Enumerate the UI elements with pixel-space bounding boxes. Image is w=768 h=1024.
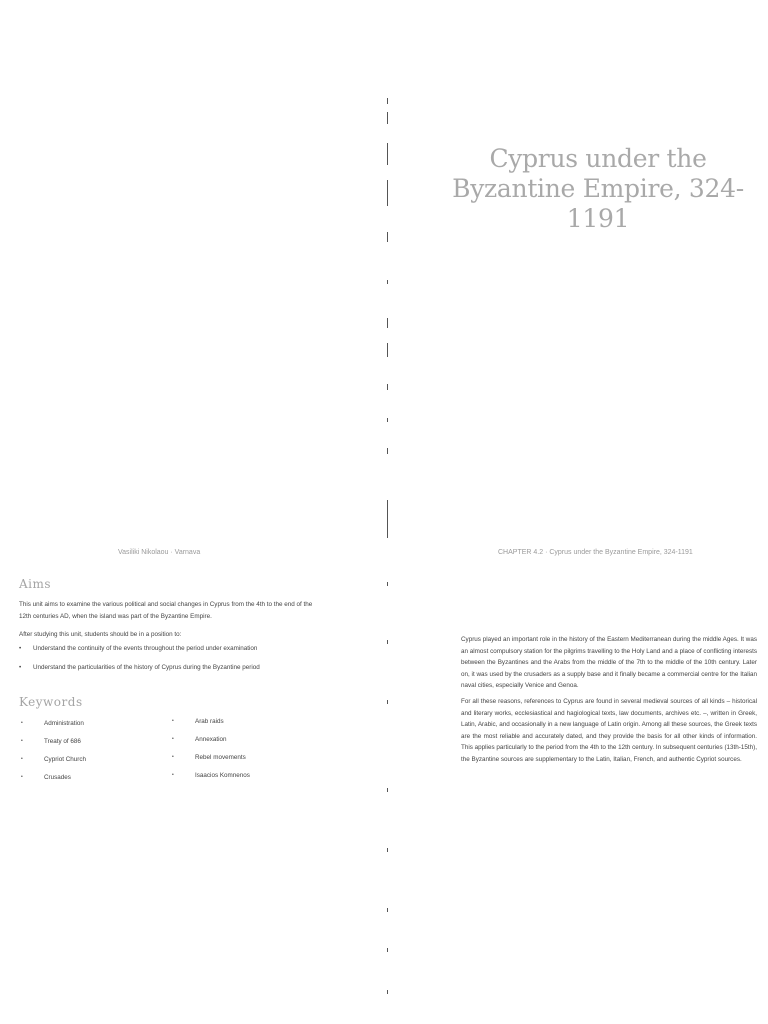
intro-paragraph: Cyprus played an important role in the history of the Eastern Mediterranean during the middle Ages. It was an almost compulsory station for the pilgrims travelling to the Holy Land and a place of conflicting interests between the Byzantines and the Arabs from the middle of the 7th to the middle of the 10th century. Later on, it was used by the crusaders as a supply base and it finally became a commercial centre for the Italian naval cities, especially Venice and Genoa. xyxy=(461,636,757,690)
aims-list-item: • Understand the continuity of the events throughout the period under examination xyxy=(19,645,349,660)
chapter-title: Cyprus under the Byzantine Empire, 324-1191 xyxy=(452,144,744,233)
keywords-column-1 xyxy=(19,720,169,792)
right-running-head: CHAPTER 4.2 · Cyprus under the Byzantine Empire, 324-1191 xyxy=(498,549,693,556)
aims-list-item: • Understand the particularities of the history of Cyprus during the Byzantine period xyxy=(19,664,349,679)
keyword-item: • Cypriot Church xyxy=(19,756,169,774)
aims-heading: Aims xyxy=(19,577,52,591)
keyword-item: • Crusades xyxy=(19,774,169,792)
keywords-column-2 xyxy=(170,718,320,790)
keyword-item: • Annexation xyxy=(170,736,320,754)
keyword-item: • Isaacios Komnenos xyxy=(170,772,320,790)
right-page xyxy=(388,0,768,1024)
keyword-item: • Treaty of 686 xyxy=(19,738,169,756)
sources-paragraph: For all these reasons, references to Cyprus are found in several medieval sources of all kinds – historical and literary works, ecclesiastical and hagiological texts, law documents, archives etc. –, written in Greek, Latin, Arabic, and occasionally in a new language of Latin origin. Among all these sources, the Greek texts are the most reliable and accurately dated, and they provide the basis for all other kinds of information. This applies particularly to the period from the 4th to the 12th century. In subsequent centuries (13th-15th), the Byzantine sources are supplementary to the Latin, Italian, French, and authentic Cypriot sources. xyxy=(461,698,758,763)
aims-list xyxy=(19,645,349,679)
aims-intro: This unit aims to examine the various political and social changes in Cyprus from the 4th to the end of the 12th centuries AD, when the island was part of the Byzantine Empire. xyxy=(19,601,313,620)
keyword-item: • Rebel movements xyxy=(170,754,320,772)
keyword-item: • Arab raids xyxy=(170,718,320,736)
keyword-item: • Administration xyxy=(19,720,169,738)
left-running-head: Vasiliki Nikolaou · Varnava xyxy=(118,549,201,556)
keywords-heading: Keywords xyxy=(19,695,83,709)
aims-after-text: After studying this unit, students should be in a position to: xyxy=(19,631,182,638)
